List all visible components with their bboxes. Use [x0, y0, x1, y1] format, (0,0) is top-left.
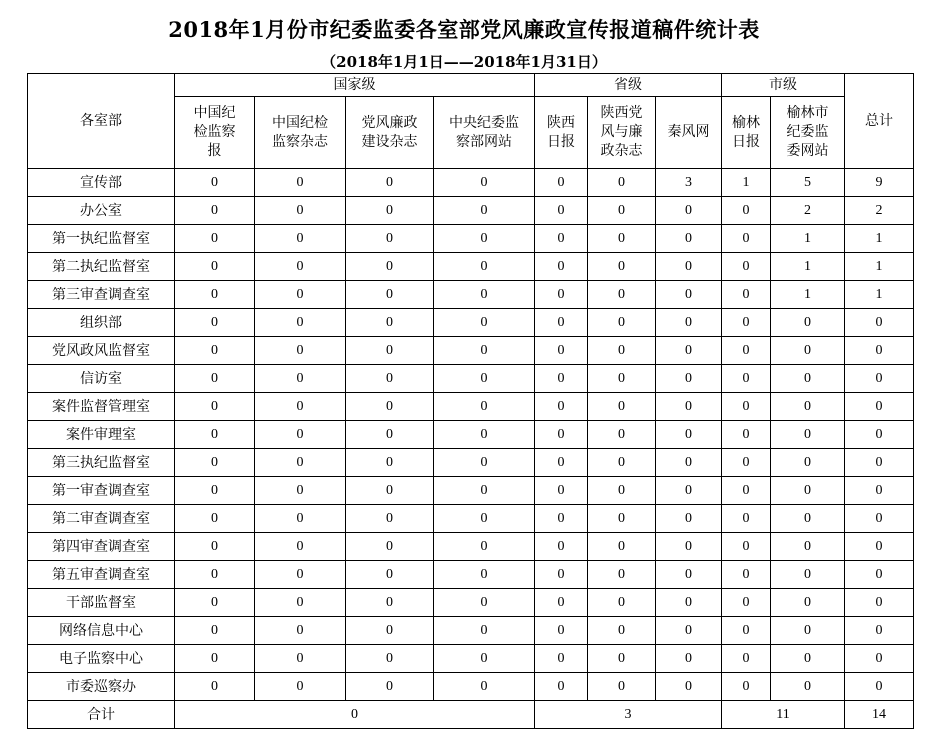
value-cell-dflzjszz: 0 — [346, 533, 434, 561]
dept-name-cell: 电子监察中心 — [28, 645, 175, 673]
value-cell-zgjjjcb: 0 — [175, 281, 255, 309]
value-cell-sxrb: 0 — [535, 561, 588, 589]
table-row — [28, 393, 914, 421]
col-header-sxdfylzzz — [588, 97, 656, 169]
value-cell-sxdfylzzz: 0 — [588, 309, 656, 337]
value-cell-zgjjjczz: 0 — [255, 645, 346, 673]
value-cell-zgjjjcb: 0 — [175, 225, 255, 253]
page-title: 2018年1月份市纪委监委各室部党风廉政宣传报道稿件统计表 — [168, 17, 760, 42]
value-cell-total: 0 — [845, 393, 914, 421]
value-cell-zgjjjcb: 0 — [175, 421, 255, 449]
dept-name-cell: 干部监督室 — [28, 589, 175, 617]
value-cell-zyjwjcbwz: 0 — [434, 561, 535, 589]
value-cell-zgjjjczz: 0 — [255, 337, 346, 365]
value-cell-qfw: 0 — [656, 589, 722, 617]
value-cell-ylsjwjwwz: 0 — [771, 673, 845, 701]
value-cell-ylrb: 0 — [722, 477, 771, 505]
col-header-text: 中央纪委监察部网站 — [448, 114, 519, 150]
value-cell-sxdfylzzz: 0 — [588, 477, 656, 505]
value-cell-zyjwjcbwz: 0 — [434, 197, 535, 225]
value-cell-ylrb: 0 — [722, 505, 771, 533]
value-cell-sxrb: 0 — [535, 589, 588, 617]
value-cell-dflzjszz: 0 — [346, 505, 434, 533]
dept-name-cell: 第二审查调查室 — [28, 505, 175, 533]
value-cell-zyjwjcbwz: 0 — [434, 393, 535, 421]
value-cell-zgjjjcb: 0 — [175, 617, 255, 645]
value-cell-zgjjjczz: 0 — [255, 197, 346, 225]
value-cell-zyjwjcbwz: 0 — [434, 253, 535, 281]
table-row — [28, 505, 914, 533]
table-row — [28, 617, 914, 645]
value-cell-sxrb: 0 — [535, 477, 588, 505]
value-cell-sxdfylzzz: 0 — [588, 505, 656, 533]
table-header — [28, 74, 914, 169]
value-cell-zyjwjcbwz: 0 — [434, 337, 535, 365]
dept-name-cell: 第五审查调查室 — [28, 561, 175, 589]
total-column-header: 总计 — [845, 74, 914, 169]
value-cell-total: 0 — [845, 505, 914, 533]
value-cell-ylsjwjwwz: 0 — [771, 533, 845, 561]
value-cell-ylsjwjwwz: 0 — [771, 617, 845, 645]
value-cell-dflzjszz: 0 — [346, 589, 434, 617]
value-cell-total: 0 — [845, 477, 914, 505]
value-cell-sxdfylzzz: 0 — [588, 589, 656, 617]
value-cell-zgjjjczz: 0 — [255, 505, 346, 533]
value-cell-dflzjszz: 0 — [346, 477, 434, 505]
value-cell-sxrb: 0 — [535, 673, 588, 701]
value-cell-qfw: 3 — [656, 169, 722, 197]
value-cell-qfw: 0 — [656, 421, 722, 449]
value-cell-zgjjjcb: 0 — [175, 505, 255, 533]
value-cell-sxdfylzzz: 0 — [588, 533, 656, 561]
value-cell-sxrb: 0 — [535, 309, 588, 337]
dept-name-cell: 案件监督管理室 — [28, 393, 175, 421]
value-cell-zgjjjcb: 0 — [175, 645, 255, 673]
value-cell-zgjjjcb: 0 — [175, 561, 255, 589]
value-cell-sxrb: 0 — [535, 225, 588, 253]
value-cell-sxdfylzzz: 0 — [588, 197, 656, 225]
table-row — [28, 477, 914, 505]
value-cell-dflzjszz: 0 — [346, 645, 434, 673]
value-cell-qfw: 0 — [656, 309, 722, 337]
col-header-dflzjszz — [346, 97, 434, 169]
value-cell-zyjwjcbwz: 0 — [434, 645, 535, 673]
value-cell-total: 0 — [845, 337, 914, 365]
value-cell-sxrb: 0 — [535, 617, 588, 645]
value-cell-qfw: 0 — [656, 533, 722, 561]
dept-name-cell: 第四审查调查室 — [28, 533, 175, 561]
value-cell-sxrb: 0 — [535, 533, 588, 561]
page-subtitle: （2018年1月1日——2018年1月31日） — [321, 53, 607, 71]
value-cell-zgjjjczz: 0 — [255, 561, 346, 589]
value-cell-total: 1 — [845, 281, 914, 309]
value-cell-qfw: 0 — [656, 365, 722, 393]
value-cell-zyjwjcbwz: 0 — [434, 281, 535, 309]
value-cell-dflzjszz: 0 — [346, 169, 434, 197]
value-cell-zyjwjcbwz: 0 — [434, 169, 535, 197]
dept-name-cell: 组织部 — [28, 309, 175, 337]
value-cell-dflzjszz: 0 — [346, 673, 434, 701]
value-cell-dflzjszz: 0 — [346, 281, 434, 309]
value-cell-dflzjszz: 0 — [346, 449, 434, 477]
value-cell-dflzjszz: 0 — [346, 309, 434, 337]
value-cell-total: 9 — [845, 169, 914, 197]
value-cell-ylrb: 0 — [722, 589, 771, 617]
dept-name-cell: 信访室 — [28, 365, 175, 393]
value-cell-dflzjszz: 0 — [346, 197, 434, 225]
value-cell-zyjwjcbwz: 0 — [434, 617, 535, 645]
value-cell-zgjjjczz: 0 — [255, 281, 346, 309]
value-cell-sxrb: 0 — [535, 337, 588, 365]
value-cell-total: 0 — [845, 673, 914, 701]
value-cell-ylrb: 0 — [722, 365, 771, 393]
col-header-sxrb — [535, 97, 588, 169]
value-cell-zyjwjcbwz: 0 — [434, 673, 535, 701]
value-cell-ylsjwjwwz: 0 — [771, 477, 845, 505]
value-cell-zgjjjczz: 0 — [255, 477, 346, 505]
value-cell-zgjjjcb: 0 — [175, 533, 255, 561]
value-cell-total: 0 — [845, 589, 914, 617]
value-cell-zyjwjcbwz: 0 — [434, 421, 535, 449]
value-cell-total: 0 — [845, 617, 914, 645]
value-cell-ylrb: 0 — [722, 309, 771, 337]
value-cell-dflzjszz: 0 — [346, 421, 434, 449]
value-cell-dflzjszz: 0 — [346, 393, 434, 421]
value-cell-ylrb: 1 — [722, 169, 771, 197]
value-cell-ylsjwjwwz: 1 — [771, 225, 845, 253]
value-cell-ylrb: 0 — [722, 253, 771, 281]
value-cell-sxdfylzzz: 0 — [588, 225, 656, 253]
dept-name-cell: 网络信息中心 — [28, 617, 175, 645]
table-row — [28, 533, 914, 561]
table-row — [28, 253, 914, 281]
value-cell-ylsjwjwwz: 0 — [771, 561, 845, 589]
value-cell-zgjjjcb: 0 — [175, 337, 255, 365]
value-cell-zgjjjcb: 0 — [175, 393, 255, 421]
dept-name-cell: 第三审查调查室 — [28, 281, 175, 309]
total-city-cell: 11 — [722, 701, 845, 729]
total-national-cell: 0 — [175, 701, 535, 729]
value-cell-sxrb: 0 — [535, 449, 588, 477]
table-row — [28, 365, 914, 393]
value-cell-ylrb: 0 — [722, 673, 771, 701]
value-cell-zgjjjczz: 0 — [255, 421, 346, 449]
dept-name-cell: 党风政风监督室 — [28, 337, 175, 365]
value-cell-zyjwjcbwz: 0 — [434, 309, 535, 337]
dept-name-cell: 办公室 — [28, 197, 175, 225]
value-cell-sxdfylzzz: 0 — [588, 365, 656, 393]
value-cell-zgjjjcb: 0 — [175, 197, 255, 225]
col-header-text: 陕西日报 — [546, 114, 575, 150]
value-cell-total: 1 — [845, 253, 914, 281]
value-cell-ylrb: 0 — [722, 337, 771, 365]
value-cell-dflzjszz: 0 — [346, 225, 434, 253]
value-cell-total: 0 — [845, 449, 914, 477]
col-header-text: 秦风网 — [667, 124, 710, 140]
value-cell-dflzjszz: 0 — [346, 617, 434, 645]
dept-name-cell: 宣传部 — [28, 169, 175, 197]
value-cell-qfw: 0 — [656, 617, 722, 645]
value-cell-ylrb: 0 — [722, 421, 771, 449]
table-row — [28, 561, 914, 589]
value-cell-total: 0 — [845, 533, 914, 561]
value-cell-total: 0 — [845, 645, 914, 673]
group-header-city: 市级 — [722, 74, 845, 97]
value-cell-dflzjszz: 0 — [346, 253, 434, 281]
value-cell-zgjjjczz: 0 — [255, 225, 346, 253]
value-cell-qfw: 0 — [656, 645, 722, 673]
value-cell-zgjjjczz: 0 — [255, 533, 346, 561]
value-cell-ylsjwjwwz: 0 — [771, 505, 845, 533]
value-cell-ylrb: 0 — [722, 533, 771, 561]
value-cell-qfw: 0 — [656, 225, 722, 253]
value-cell-zyjwjcbwz: 0 — [434, 589, 535, 617]
value-cell-qfw: 0 — [656, 197, 722, 225]
value-cell-total: 0 — [845, 365, 914, 393]
value-cell-ylrb: 0 — [722, 197, 771, 225]
value-cell-zgjjjczz: 0 — [255, 673, 346, 701]
col-header-zgjjjcb — [175, 97, 255, 169]
value-cell-total: 2 — [845, 197, 914, 225]
value-cell-zgjjjcb: 0 — [175, 477, 255, 505]
value-cell-sxrb: 0 — [535, 253, 588, 281]
value-cell-ylrb: 0 — [722, 617, 771, 645]
statistics-table — [27, 73, 914, 729]
value-cell-sxdfylzzz: 0 — [588, 645, 656, 673]
total-provincial-cell: 3 — [535, 701, 722, 729]
col-header-text: 中国纪检监察报 — [193, 105, 236, 159]
col-header-zgjjjczz — [255, 97, 346, 169]
totals-label-cell: 合计 — [28, 701, 175, 729]
value-cell-sxrb: 0 — [535, 197, 588, 225]
value-cell-zgjjjczz: 0 — [255, 169, 346, 197]
value-cell-total: 0 — [845, 561, 914, 589]
value-cell-ylrb: 0 — [722, 561, 771, 589]
value-cell-zgjjjczz: 0 — [255, 365, 346, 393]
table-row — [28, 449, 914, 477]
value-cell-sxrb: 0 — [535, 169, 588, 197]
col-header-ylrb — [722, 97, 771, 169]
value-cell-zyjwjcbwz: 0 — [434, 505, 535, 533]
value-cell-sxdfylzzz: 0 — [588, 449, 656, 477]
value-cell-sxdfylzzz: 0 — [588, 393, 656, 421]
value-cell-ylsjwjwwz: 0 — [771, 393, 845, 421]
value-cell-total: 0 — [845, 309, 914, 337]
value-cell-total: 0 — [845, 421, 914, 449]
value-cell-zgjjjczz: 0 — [255, 309, 346, 337]
value-cell-ylsjwjwwz: 0 — [771, 589, 845, 617]
value-cell-sxdfylzzz: 0 — [588, 617, 656, 645]
dept-name-cell: 第一审查调查室 — [28, 477, 175, 505]
totals-row — [28, 701, 914, 729]
table-row — [28, 337, 914, 365]
value-cell-sxdfylzzz: 0 — [588, 169, 656, 197]
table-row — [28, 197, 914, 225]
value-cell-ylsjwjwwz: 1 — [771, 281, 845, 309]
col-header-qfw — [656, 97, 722, 169]
value-cell-ylsjwjwwz: 0 — [771, 309, 845, 337]
value-cell-sxrb: 0 — [535, 365, 588, 393]
table-row — [28, 589, 914, 617]
value-cell-sxrb: 0 — [535, 281, 588, 309]
value-cell-sxdfylzzz: 0 — [588, 337, 656, 365]
value-cell-sxrb: 0 — [535, 645, 588, 673]
value-cell-sxdfylzzz: 0 — [588, 421, 656, 449]
value-cell-sxrb: 0 — [535, 393, 588, 421]
table-body — [28, 169, 914, 729]
value-cell-ylsjwjwwz: 0 — [771, 421, 845, 449]
value-cell-zyjwjcbwz: 0 — [434, 365, 535, 393]
table-row — [28, 645, 914, 673]
col-header-ylsjwjwwz — [771, 97, 845, 169]
value-cell-ylsjwjwwz: 5 — [771, 169, 845, 197]
value-cell-sxrb: 0 — [535, 421, 588, 449]
grand-total-cell: 14 — [845, 701, 914, 729]
value-cell-ylsjwjwwz: 2 — [771, 197, 845, 225]
group-header-national: 国家级 — [175, 74, 535, 97]
value-cell-ylsjwjwwz: 0 — [771, 337, 845, 365]
value-cell-sxdfylzzz: 0 — [588, 281, 656, 309]
value-cell-ylrb: 0 — [722, 393, 771, 421]
value-cell-zgjjjczz: 0 — [255, 617, 346, 645]
dept-name-cell: 市委巡察办 — [28, 673, 175, 701]
value-cell-ylrb: 0 — [722, 225, 771, 253]
value-cell-qfw: 0 — [656, 673, 722, 701]
col-header-text: 榆林日报 — [732, 114, 761, 150]
value-cell-zgjjjcb: 0 — [175, 309, 255, 337]
value-cell-ylsjwjwwz: 0 — [771, 645, 845, 673]
value-cell-zyjwjcbwz: 0 — [434, 225, 535, 253]
value-cell-sxdfylzzz: 0 — [588, 673, 656, 701]
value-cell-dflzjszz: 0 — [346, 365, 434, 393]
value-cell-qfw: 0 — [656, 505, 722, 533]
value-cell-qfw: 0 — [656, 253, 722, 281]
value-cell-zgjjjcb: 0 — [175, 253, 255, 281]
value-cell-ylrb: 0 — [722, 449, 771, 477]
value-cell-zgjjjczz: 0 — [255, 393, 346, 421]
value-cell-zgjjjcb: 0 — [175, 589, 255, 617]
value-cell-ylrb: 0 — [722, 645, 771, 673]
table-row — [28, 421, 914, 449]
value-cell-zgjjjczz: 0 — [255, 589, 346, 617]
group-header-provincial: 省级 — [535, 74, 722, 97]
value-cell-qfw: 0 — [656, 393, 722, 421]
value-cell-zyjwjcbwz: 0 — [434, 477, 535, 505]
value-cell-qfw: 0 — [656, 337, 722, 365]
value-cell-dflzjszz: 0 — [346, 337, 434, 365]
value-cell-zgjjjcb: 0 — [175, 449, 255, 477]
dept-name-cell: 第三执纪监督室 — [28, 449, 175, 477]
col-header-text: 党风廉政建设杂志 — [361, 114, 418, 150]
table-row — [28, 281, 914, 309]
dept-name-cell: 案件审理室 — [28, 421, 175, 449]
value-cell-sxrb: 0 — [535, 505, 588, 533]
dept-name-cell: 第一执纪监督室 — [28, 225, 175, 253]
col-header-text: 榆林市纪委监委网站 — [786, 105, 829, 159]
value-cell-qfw: 0 — [656, 281, 722, 309]
dept-column-header: 各室部 — [28, 74, 175, 169]
col-header-zyjwjcbwz — [434, 97, 535, 169]
value-cell-zgjjjcb: 0 — [175, 365, 255, 393]
value-cell-ylsjwjwwz: 0 — [771, 365, 845, 393]
value-cell-total: 1 — [845, 225, 914, 253]
value-cell-zgjjjcb: 0 — [175, 673, 255, 701]
value-cell-ylsjwjwwz: 0 — [771, 449, 845, 477]
value-cell-qfw: 0 — [656, 449, 722, 477]
value-cell-ylsjwjwwz: 1 — [771, 253, 845, 281]
dept-name-cell: 第二执纪监督室 — [28, 253, 175, 281]
value-cell-sxdfylzzz: 0 — [588, 561, 656, 589]
value-cell-zgjjjcb: 0 — [175, 169, 255, 197]
table-row — [28, 169, 914, 197]
table-row — [28, 309, 914, 337]
value-cell-zyjwjcbwz: 0 — [434, 533, 535, 561]
table-row — [28, 673, 914, 701]
value-cell-zgjjjczz: 0 — [255, 449, 346, 477]
value-cell-zyjwjcbwz: 0 — [434, 449, 535, 477]
value-cell-sxdfylzzz: 0 — [588, 253, 656, 281]
table-row — [28, 225, 914, 253]
value-cell-ylrb: 0 — [722, 281, 771, 309]
value-cell-zgjjjczz: 0 — [255, 253, 346, 281]
col-header-text: 陕西党风与廉政杂志 — [600, 105, 643, 159]
value-cell-qfw: 0 — [656, 561, 722, 589]
col-header-text: 中国纪检监察杂志 — [271, 114, 328, 150]
value-cell-qfw: 0 — [656, 477, 722, 505]
value-cell-dflzjszz: 0 — [346, 561, 434, 589]
